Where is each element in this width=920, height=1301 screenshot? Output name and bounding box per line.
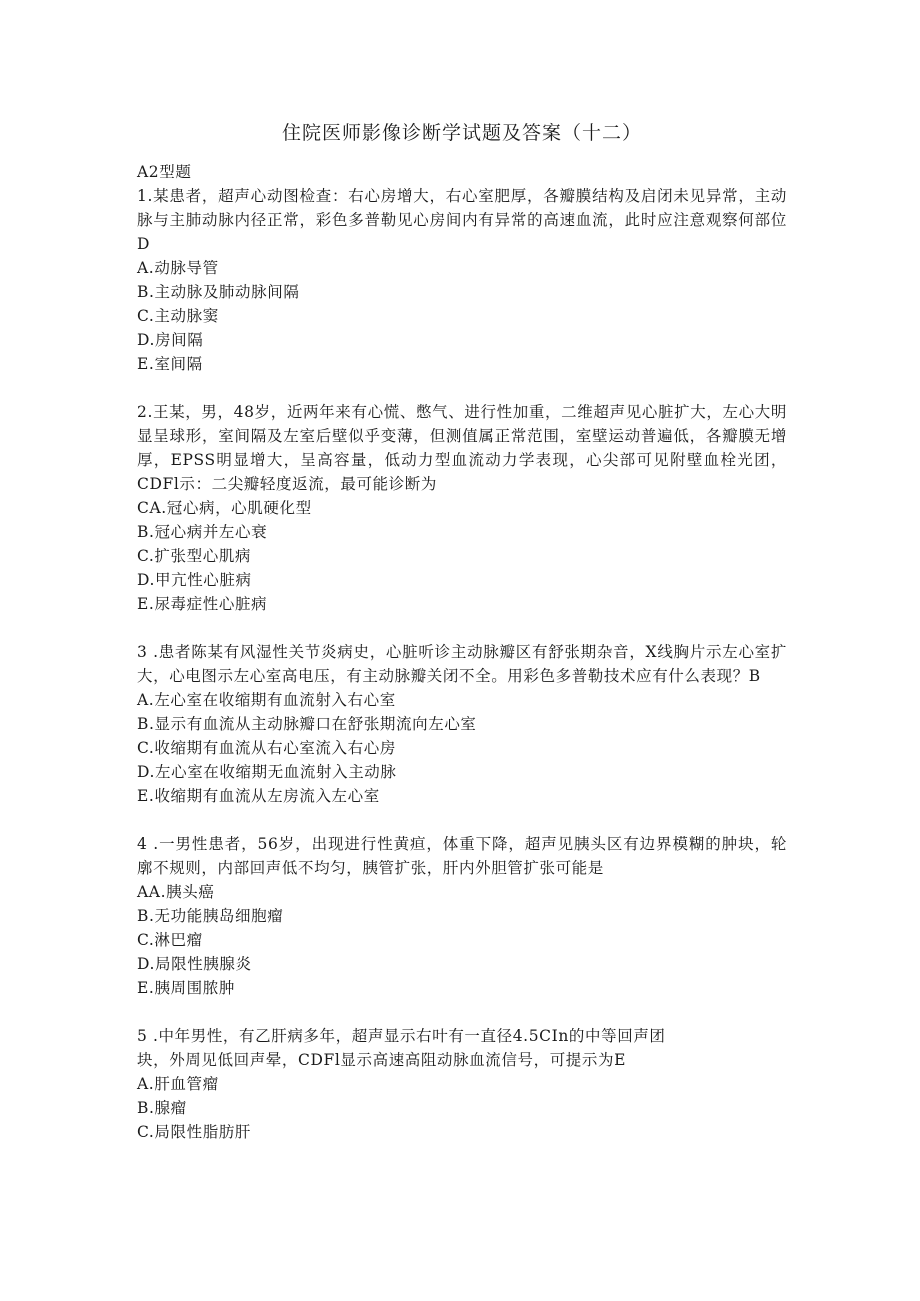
option-e: E.尿毒症性心脏病 xyxy=(137,595,268,613)
question-stem: 2.王某，男，48岁，近两年来有心慌、憋气、进行性加重，二维超声见心脏扩大，左心大明显呈球形，室间隔及左室后壁似乎变薄，但测值属正常范围，室壁运动普遍低，各瓣膜无增厚，EPSS明显增大，呈高容量，低动力型血流动力学表现，心尖部可见附壁血栓光团，CDFl示：二尖瓣轻度返流，最可能诊断为 xyxy=(137,403,787,493)
option-c: C.收缩期有血流从右心室流入右心房 xyxy=(137,739,396,757)
option-d: D.局限性胰腺炎 xyxy=(137,955,252,973)
option-a: AA.胰头癌 xyxy=(137,883,215,901)
option-c: C.扩张型心肌病 xyxy=(137,547,252,565)
question-4 xyxy=(137,832,787,1000)
option-e: E.收缩期有血流从左房流入左心室 xyxy=(137,787,380,805)
document-page xyxy=(137,118,787,1144)
option-c: C.淋巴瘤 xyxy=(137,931,203,949)
option-a: A.左心室在收缩期有血流射入右心室 xyxy=(137,691,396,709)
question-2 xyxy=(137,400,787,616)
option-e: E.室间隔 xyxy=(137,355,203,373)
section-heading: A2型题 xyxy=(137,163,192,181)
option-d: D.左心室在收缩期无血流射入主动脉 xyxy=(137,763,397,781)
option-a: A.肝血管瘤 xyxy=(137,1075,219,1093)
option-a: CA.冠心病，心肌硬化型 xyxy=(137,499,312,517)
option-b: B.显示有血流从主动脉瓣口在舒张期流向左心室 xyxy=(137,715,477,733)
question-3 xyxy=(137,640,787,808)
option-b: B.主动脉及肺动脉间隔 xyxy=(137,283,300,301)
question-stem: 1.某患者，超声心动图检查：右心房增大，右心室肥厚，各瓣膜结构及启闭未见异常，主动脉与主肺动脉内径正常，彩色多普勒见心房间内有异常的高速血流，此时应注意观察何部位D xyxy=(137,187,787,253)
option-d: D.房间隔 xyxy=(137,331,204,349)
question-stem: 3 .患者陈某有风湿性关节炎病史，心脏听诊主动脉瓣区有舒张期杂音，X线胸片示左心室扩大，心电图示左心室高电压，有主动脉瓣关闭不全。用彩色多普勒技术应有什么表现？B xyxy=(137,643,787,685)
option-d: D.甲亢性心脏病 xyxy=(137,571,252,589)
option-b: B.腺瘤 xyxy=(137,1099,187,1117)
question-1 xyxy=(137,184,787,376)
question-stem-line: 块，外周见低回声晕，CDFl显示高速高阻动脉血流信号，可提示为E xyxy=(137,1051,627,1069)
option-b: B.冠心病并左心衰 xyxy=(137,523,268,541)
option-c: C.主动脉窦 xyxy=(137,307,219,325)
option-b: B.无功能胰岛细胞瘤 xyxy=(137,907,284,925)
option-c: C.局限性脂肪肝 xyxy=(137,1123,252,1141)
question-5 xyxy=(137,1024,787,1144)
question-stem: 4 .一男性患者，56岁，出现进行性黄疸，体重下降，超声见胰头区有边界模糊的肿块，轮廓不规则，内部回声低不均匀，胰管扩张，肝内外胆管扩张可能是 xyxy=(137,835,787,877)
option-e: E.胰周围脓肿 xyxy=(137,979,235,997)
option-a: A.动脉导管 xyxy=(137,259,219,277)
document-title: 住院医师影像诊断学试题及答案（十二） xyxy=(281,122,642,144)
question-stem-line: 5 .中年男性，有乙肝病多年，超声显示右叶有一直径4.5CIn的中等回声团 xyxy=(137,1027,666,1045)
